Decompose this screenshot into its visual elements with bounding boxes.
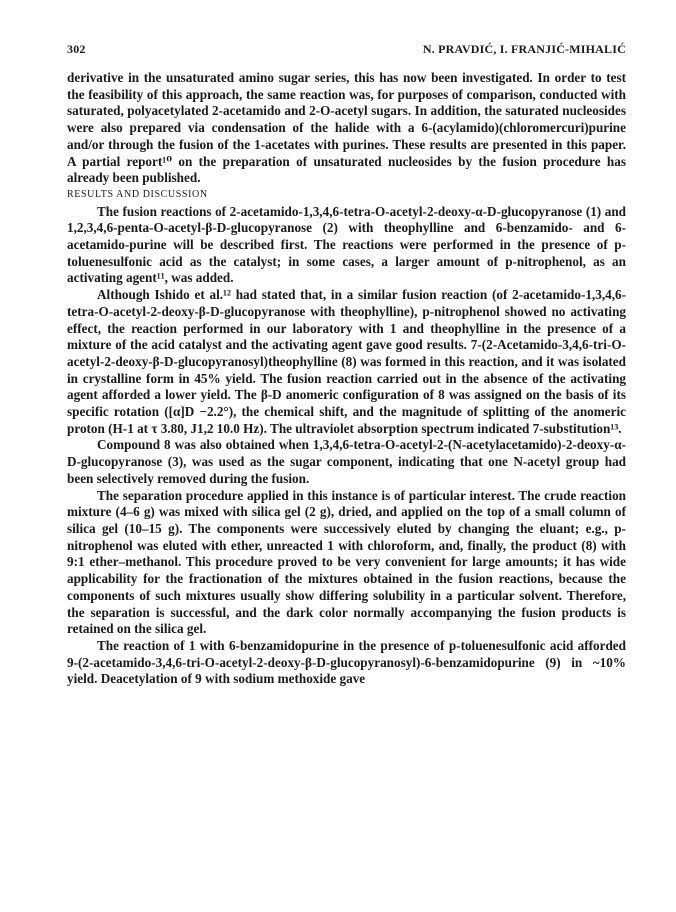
running-header-authors: N. PRAVDIĆ, I. FRANJIĆ-MIHALIĆ xyxy=(422,42,626,56)
paragraph-separation: The separation procedure applied in this instance is of particular interest. The crude reaction mixture (4–6 g) was mixed with silica gel (2 g), dried, and applied on the top of a small column of silica gel (10–15 g). The components were successively eluted by changing the eluant; e.g., p-nitrophenol was eluted with ether, unreacted 1 with chloroform, and, finally, the product (8) with 9:1 ether–methanol. This procedure proved to be very convenient for large amounts; it has wide applicability for the fractionation of the mixtures obtained in the fusion reactions, because the components of such mixtures usually show differing solubility in a particular solvent. Therefore, the separation is successful, and the dark color normally accompanying the fusion products is retained on the silica gel. xyxy=(67,487,626,637)
paragraph-compound-8: Compound 8 was also obtained when 1,3,4,6-tetra-O-acetyl-2-(N-acetylacetamido)-2-deoxy-α-D-glucopyranose (3), was used as the sugar component, indicating that one N-acetyl group had been selectively removed during the fusion. xyxy=(67,437,626,486)
paragraph-ishido: Although Ishido et al.¹² had stated that, in a similar fusion reaction (of 2-acetamido-1,3,4,6-tetra-O-acetyl-2-deoxy-β-D-glucopyranose with theophylline), p-nitrophenol showed no activating effect, the reaction performed in our laboratory with 1 and theophylline in the presence of a mixture of the acid catalyst and the activating agent gave good results. 7-(2-Acetamido-3,4,6-tri-O-acetyl-2-deoxy-β-D-glucopyranosyl)theophylline (8) was formed in this reaction, and it was isolated in crystalline form in 45% yield. The fusion reaction carried out in the absence of the activating agent afforded a lower yield. The β-D anomeric configuration of 8 was assigned on the basis of its specific rotation ([α]D −2.2°), the chemical shift, and the magnitude of splitting of the anomeric proton (H-1 at τ 3.80, J1,2 10.0 Hz). The ultraviolet absorption spectrum indicated 7-substitution¹³. xyxy=(67,287,626,436)
page-number: 302 xyxy=(67,42,86,56)
paragraph-benzamidopurine: The reaction of 1 with 6-benzamidopurine in the presence of p-toluenesulfonic acid afforded 9-(2-acetamido-3,4,6-tri-O-acetyl-2-deoxy-β-D-glucopyranosyl)-6-benzamidopurine (9) in ~10% yield. Deacetylation of 9 with sodium methoxide gave xyxy=(67,637,626,687)
article-body xyxy=(67,70,626,688)
intro-paragraph: derivative in the unsaturated amino sugar series, this has now been investigated. In order to test the feasibility of this approach, the same reaction was, for purposes of comparison, conducted with saturated, polyacetylated 2-acetamido and 2-O-acetyl sugars. In addition, the saturated nucleosides were also prepared via condensation of the halide with a 6-(acylamido)(chloromercuri)purine and/or through the fusion of the 1-acetates with purines. These results are presented in this paper. A partial report¹⁰ on the preparation of unsaturated nucleosides by the fusion procedure has already been published. xyxy=(67,70,626,186)
paragraph-fusion-reactions: The fusion reactions of 2-acetamido-1,3,4,6-tetra-O-acetyl-2-deoxy-α-D-glucopyranose (1) and 1,2,3,4,6-penta-O-acetyl-β-D-glucopyranose (2) with theophylline and 6-benzamido- and 6-acetamido-purine will be described first. The reactions were performed in the presence of p-toluenesulfonic acid as the catalyst; in some cases, a larger amount of p-nitrophenol, as an activating agent¹¹, was added. xyxy=(67,203,626,286)
section-heading: RESULTS AND DISCUSSION xyxy=(67,188,208,200)
